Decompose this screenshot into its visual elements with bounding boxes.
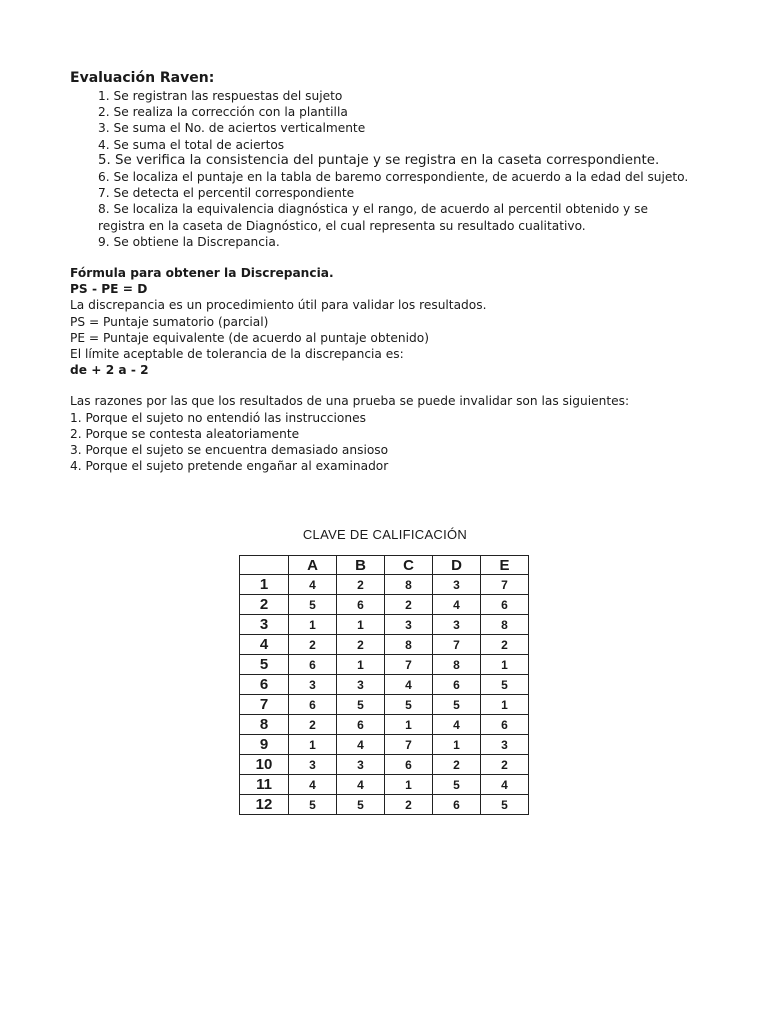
answer-cell: 6 (289, 695, 337, 715)
answer-cell: 7 (481, 575, 529, 595)
table-row (240, 675, 529, 695)
column-header: D (433, 556, 481, 575)
answer-cell: 7 (433, 635, 481, 655)
answer-cell: 5 (481, 675, 529, 695)
answer-cell: 2 (289, 635, 337, 655)
formula-range: de + 2 a - 2 (70, 363, 149, 378)
answer-cell: 5 (337, 695, 385, 715)
answer-cell: 5 (337, 795, 385, 815)
step-item: 1. Se registran las respuestas del sujeto (98, 89, 343, 103)
answer-cell: 1 (481, 695, 529, 715)
formula-heading: Fórmula para obtener la Discrepancia. (70, 266, 334, 281)
row-header: 8 (240, 715, 289, 735)
reasons-intro: Las razones por las que los resultados de una prueba se puede invalidar son las siguientes: (70, 394, 630, 409)
column-header: C (385, 556, 433, 575)
answer-cell: 1 (289, 615, 337, 635)
row-header: 10 (240, 755, 289, 775)
formula-equation: PS - PE = D (70, 282, 148, 297)
answer-cell: 4 (433, 715, 481, 735)
answer-cell: 1 (337, 615, 385, 635)
answer-cell: 2 (385, 595, 433, 615)
row-header: 12 (240, 795, 289, 815)
answer-cell: 6 (337, 595, 385, 615)
table-row (240, 775, 529, 795)
row-header: 11 (240, 775, 289, 795)
row-header: 4 (240, 635, 289, 655)
answer-cell: 3 (337, 755, 385, 775)
answer-cell: 3 (289, 755, 337, 775)
answer-cell: 4 (385, 675, 433, 695)
column-header: A (289, 556, 337, 575)
answer-cell: 5 (433, 695, 481, 715)
answer-cell: 3 (433, 575, 481, 595)
formula-pe-definition: PE = Puntaje equivalente (de acuerdo al puntaje obtenido) (70, 330, 429, 345)
answer-cell: 6 (385, 755, 433, 775)
table-row (240, 655, 529, 675)
answer-cell: 6 (481, 715, 529, 735)
answer-cell: 7 (385, 735, 433, 755)
answer-cell: 3 (337, 675, 385, 695)
table-row (240, 735, 529, 755)
table-row (240, 595, 529, 615)
answer-cell: 6 (433, 795, 481, 815)
row-header: 5 (240, 655, 289, 675)
answer-cell: 2 (481, 635, 529, 655)
step-item: 5. Se verifica la consistencia del puntaje y se registra en la caseta correspondiente. (98, 152, 660, 168)
formula-limit-text: El límite aceptable de tolerancia de la discrepancia es: (70, 347, 404, 362)
answer-cell: 1 (337, 655, 385, 675)
answer-cell: 2 (337, 635, 385, 655)
answer-cell: 5 (385, 695, 433, 715)
formula-ps-definition: PS = Puntaje sumatorio (parcial) (70, 314, 269, 329)
answer-cell: 8 (481, 615, 529, 635)
step-item: 8. Se localiza la equivalencia diagnóstica y el rango, de acuerdo al percentil obtenido y se (98, 202, 648, 217)
answer-cell: 4 (289, 575, 337, 595)
key-table-title: CLAVE DE CALIFICACIÓN (302, 527, 468, 542)
row-header: 2 (240, 595, 289, 615)
reason-item: 3. Porque el sujeto se encuentra demasiado ansioso (70, 443, 389, 458)
answer-cell: 1 (385, 775, 433, 795)
answer-cell: 4 (433, 595, 481, 615)
table-row (240, 635, 529, 655)
step-item: 4. Se suma el total de aciertos (98, 137, 285, 152)
answer-cell: 7 (385, 655, 433, 675)
step-item: 6. Se localiza el puntaje en la tabla de baremo correspondiente, de acuerdo a la edad del sujeto. (98, 170, 689, 185)
answer-cell: 8 (385, 575, 433, 595)
answer-cell: 8 (385, 635, 433, 655)
answer-cell: 8 (433, 655, 481, 675)
answer-cell: 5 (289, 595, 337, 615)
step-item: 9. Se obtiene la Discrepancia. (98, 234, 280, 249)
document-body (70, 70, 710, 474)
answer-cell: 2 (289, 715, 337, 735)
table-row (240, 795, 529, 815)
row-header: 6 (240, 675, 289, 695)
table-row (240, 695, 529, 715)
answer-cell: 3 (481, 735, 529, 755)
step-item: 3. Se suma el No. de aciertos verticalmente (98, 121, 366, 136)
answer-cell: 3 (289, 675, 337, 695)
answer-cell: 2 (481, 755, 529, 775)
answer-cell: 4 (289, 775, 337, 795)
answer-cell: 6 (337, 715, 385, 735)
answer-cell: 2 (385, 795, 433, 815)
reason-item: 4. Porque el sujeto pretende engañar al examinador (70, 459, 389, 474)
table-body (240, 575, 529, 815)
answer-cell: 2 (433, 755, 481, 775)
table-header-row (240, 556, 529, 575)
answer-cell: 6 (289, 655, 337, 675)
row-header: 1 (240, 575, 289, 595)
answer-cell: 5 (289, 795, 337, 815)
answer-cell: 1 (433, 735, 481, 755)
reason-item: 2. Porque se contesta aleatoriamente (70, 426, 300, 441)
step-item: 7. Se detecta el percentil correspondiente (98, 186, 355, 201)
answer-cell: 3 (433, 615, 481, 635)
column-header: E (481, 556, 529, 575)
row-header: 9 (240, 735, 289, 755)
answer-cell: 3 (385, 615, 433, 635)
answer-cell: 6 (433, 675, 481, 695)
answer-cell: 4 (337, 775, 385, 795)
row-header: 7 (240, 695, 289, 715)
step-item-continuation: registra en la caseta de Diagnóstico, el cual representa su resultado cualitativo. (98, 218, 586, 233)
column-header: B (337, 556, 385, 575)
reason-item: 1. Porque el sujeto no entendió las instrucciones (70, 410, 366, 425)
step-item: 2. Se realiza la corrección con la plantilla (98, 105, 348, 120)
answer-cell: 1 (289, 735, 337, 755)
answer-cell: 5 (433, 775, 481, 795)
answer-cell: 4 (337, 735, 385, 755)
raven-title: Evaluación Raven: (70, 70, 215, 86)
table-row (240, 715, 529, 735)
answer-key-table (239, 555, 529, 815)
answer-cell: 6 (481, 595, 529, 615)
table-row (240, 615, 529, 635)
answer-cell: 1 (481, 655, 529, 675)
answer-cell: 5 (481, 795, 529, 815)
table-row (240, 755, 529, 775)
table-corner-cell (240, 556, 289, 575)
answer-cell: 2 (337, 575, 385, 595)
formula-description: La discrepancia es un procedimiento útil para validar los resultados. (70, 298, 487, 313)
table-row (240, 575, 529, 595)
row-header: 3 (240, 615, 289, 635)
raven-steps-list (70, 88, 710, 250)
answer-cell: 1 (385, 715, 433, 735)
answer-cell: 4 (481, 775, 529, 795)
